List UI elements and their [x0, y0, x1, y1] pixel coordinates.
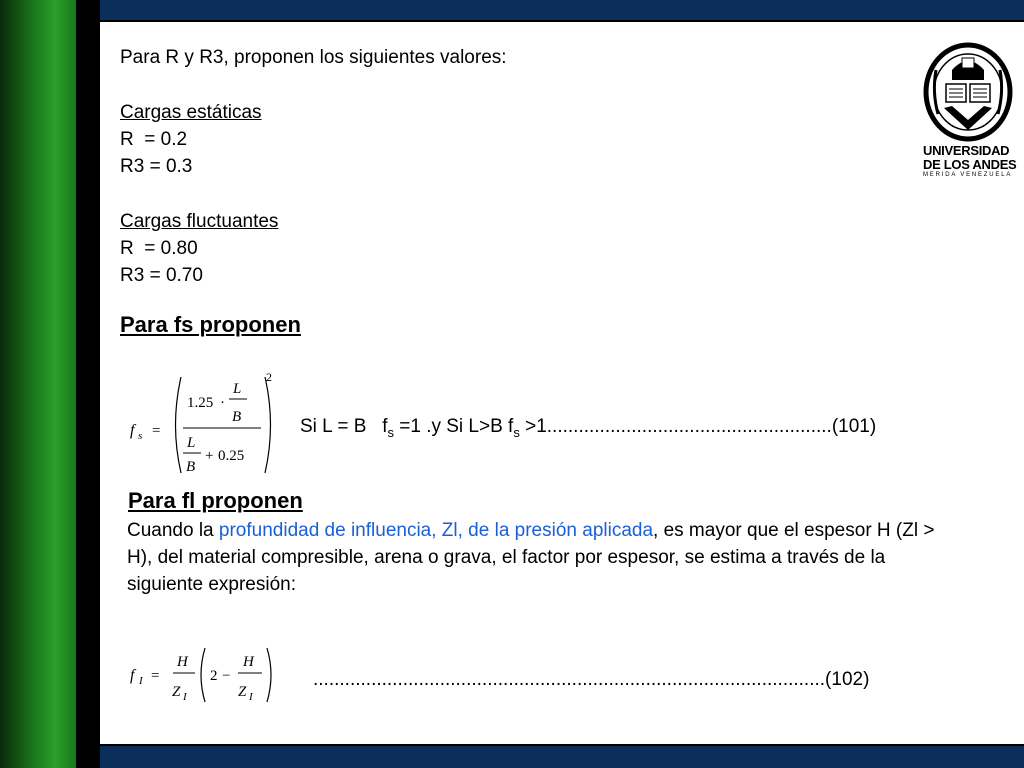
- logo-line-3: MERIDA VENEZUELA: [923, 172, 1013, 178]
- fs-condition-post: >1......................................................(101): [519, 416, 877, 437]
- fs-den-const: 0.25: [218, 448, 245, 464]
- fs-condition-mid: =1 .y Si L>B f: [393, 416, 514, 437]
- fs-condition-pre: Si L = B f: [300, 416, 388, 437]
- fs-right-paren: [265, 377, 271, 473]
- fs-heading: Para fs proponen: [120, 312, 301, 337]
- fl-two: 2: [210, 668, 218, 684]
- fs-condition: [300, 413, 876, 446]
- fl-den-Z-2: Z: [238, 684, 247, 700]
- fl-lhs-sub: I: [139, 675, 143, 687]
- fs-num-B: B: [232, 409, 242, 425]
- fs-lhs: f: [130, 422, 135, 439]
- fluctuating-loads-title: Cargas fluctuantes: [120, 211, 279, 232]
- fl-heading: Para fl proponen: [128, 488, 303, 513]
- fs-coef: 1.25: [187, 395, 214, 411]
- logo-line-1: UNIVERSIDAD: [923, 143, 1010, 158]
- intro-text: Para R y R3, proponen los siguientes valores:: [120, 47, 507, 68]
- university-seal-logo: [922, 40, 1014, 142]
- fl-num-H: H: [177, 654, 188, 670]
- fl-paragraph-start: Cuando la: [127, 520, 219, 541]
- fl-num-H-2: H: [243, 654, 254, 670]
- fs-den-B: B: [186, 459, 196, 475]
- fs-sub-s-2: s: [513, 424, 520, 440]
- static-loads-r: R = 0.2: [120, 129, 188, 150]
- fs-exponent: 2: [266, 370, 272, 384]
- fl-right-paren: [267, 648, 271, 702]
- fl-paragraph-end: , es mayor que el espesor H (Zl > H), del material compresible, arena o grava, el factor por espesor, se estima a través de la siguiente expresión:: [127, 520, 935, 595]
- top-decorative-bar: [100, 0, 1024, 20]
- fl-den-Z-sub: I: [183, 691, 187, 703]
- fl-formula: [125, 640, 285, 710]
- fs-dot: ·: [220, 395, 225, 411]
- fl-lhs: f: [130, 667, 135, 684]
- fs-lhs-sub: s: [138, 430, 143, 442]
- fluctuating-loads-r: R = 0.80: [120, 238, 198, 259]
- logo-line-2: DE LOS ANDES: [923, 157, 1017, 172]
- fl-equation-ref: .................................................................................................(102): [313, 669, 870, 690]
- fl-den-Z: Z: [172, 684, 181, 700]
- fl-left-paren: [201, 648, 205, 702]
- fs-num-L: L: [233, 381, 242, 397]
- fs-plus: +: [205, 448, 214, 464]
- fs-formula: [125, 365, 285, 485]
- fl-den-Z-sub-2: I: [249, 691, 253, 703]
- static-loads-title: Cargas estáticas: [120, 102, 262, 123]
- fs-den-L: L: [187, 435, 196, 451]
- fl-paragraph: [127, 517, 957, 598]
- fluctuating-loads-r3: R3 = 0.70: [120, 265, 203, 286]
- static-loads-r3: R3 = 0.3: [120, 156, 193, 177]
- fs-left-paren: [176, 377, 182, 473]
- bottom-decorative-bar: [100, 746, 1024, 768]
- left-bar-edge: [76, 0, 100, 768]
- fs-sub-s: s: [387, 424, 394, 440]
- top-divider: [100, 20, 1024, 22]
- fl-equals: =: [151, 668, 160, 684]
- fs-equals: =: [152, 423, 161, 439]
- fl-minus: −: [222, 668, 231, 684]
- fl-paragraph-highlight: profundidad de influencia, Zl, de la presión aplicada: [218, 520, 654, 541]
